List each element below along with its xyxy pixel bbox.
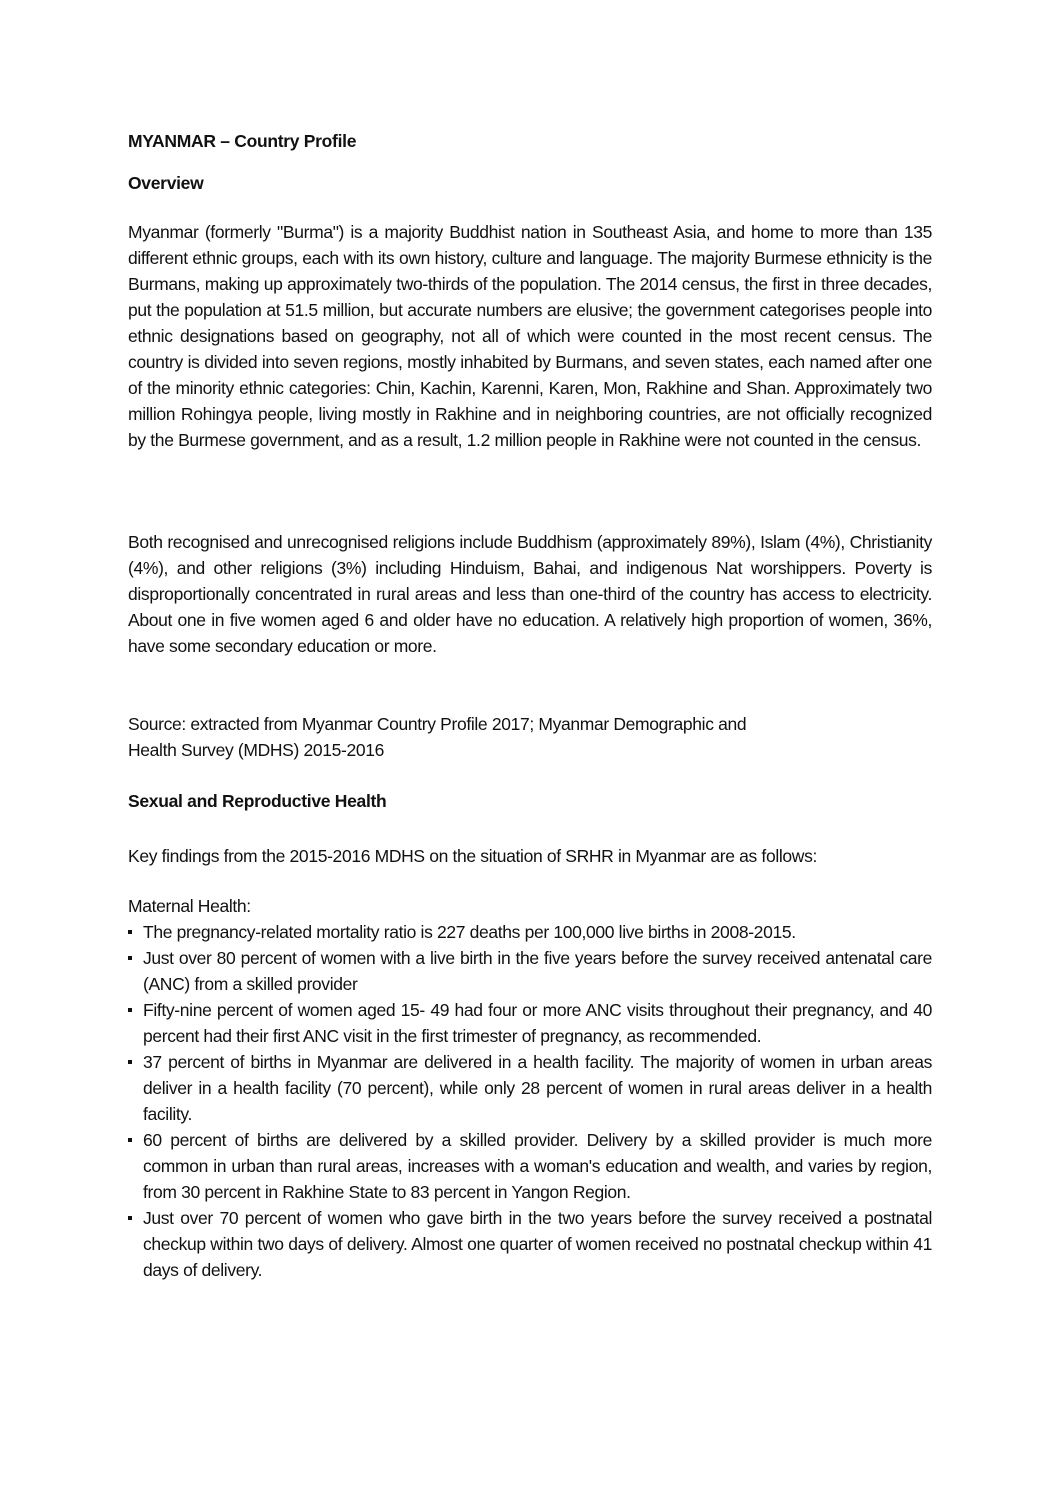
srh-intro: Key findings from the 2015-2016 MDHS on the situation of SRHR in Myanmar are as follows: — [128, 846, 817, 866]
bullet-icon — [128, 930, 132, 934]
overview-paragraph-2: Both recognised and unrecognised religions include Buddhism (approximately 89%), Islam (4%), Christianity (4%), and other religions (3%) including Hinduism, Bahai, and indigenous Nat worshippers. Poverty is disproportionally concentrated in rural areas and less than one-third of the country has access to electricity. About one in five women aged 6 and older have no education. A relatively high proportion of women, 36%, have some secondary education or more. — [128, 532, 932, 656]
overview-heading: Overview — [128, 173, 204, 193]
source-line-1: Source: extracted from Myanmar Country Profile 2017; Myanmar Demographic and — [128, 714, 747, 734]
bullet-icon — [128, 1216, 132, 1220]
list-item-text: 60 percent of births are delivered by a skilled provider. Delivery by a skilled provider is much more common in urban than rural areas, increases with a woman's education and wealth, and varies by region, from 30 percent in Rakhine State to 83 percent in Yangon Region. — [143, 1130, 932, 1202]
bullet-icon — [128, 1008, 132, 1012]
list-item-text: Just over 70 percent of women who gave birth in the two years before the survey received a postnatal checkup within two days of delivery. Almost one quarter of women received no postnatal checkup within 41 days of delivery. — [143, 1208, 932, 1280]
bullet-icon — [128, 1060, 132, 1064]
source-line-2: Health Survey (MDHS) 2015-2016 — [128, 740, 385, 760]
list-item — [128, 997, 932, 1049]
maternal-health-label: Maternal Health: — [128, 896, 251, 916]
list-item-text: Fifty-nine percent of women aged 15- 49 had four or more ANC visits throughout their pregnancy, and 40 percent had their first ANC visit in the first trimester of pregnancy, as recommended. — [143, 1000, 932, 1046]
list-item — [128, 1127, 932, 1205]
source-citation — [128, 711, 932, 763]
list-item — [128, 1205, 932, 1283]
list-item — [128, 919, 932, 945]
document-title: MYANMAR – Country Profile — [128, 131, 357, 151]
list-item-text: 37 percent of births in Myanmar are delivered in a health facility. The majority of women in urban areas deliver in a health facility (70 percent), while only 28 percent of women in rural areas deliver in a health facility. — [143, 1052, 932, 1124]
bullet-icon — [128, 1138, 132, 1142]
list-item-text: Just over 80 percent of women with a live birth in the five years before the survey received antenatal care (ANC) from a skilled provider — [143, 948, 932, 994]
overview-paragraph-1: Myanmar (formerly "Burma") is a majority Buddhist nation in Southeast Asia, and home to more than 135 different ethnic groups, each with its own history, culture and language. The majority Burmese ethnicity is the Burmans, making up approximately two-thirds of the population. The 2014 census, the first in three decades, put the population at 51.5 million, but accurate numbers are elusive; the government categorises people into ethnic designations based on geography, not all of which were counted in the most recent census. The country is divided into seven regions, mostly inhabited by Burmans, and seven states, each named after one of the minority ethnic categories: Chin, Kachin, Karenni, Karen, Mon, Rakhine and Shan. Approximately two million Rohingya people, living mostly in Rakhine and in neighboring countries, are not officially recognized by the Burmese government, and as a result, 1.2 million people in Rakhine were not counted in the census. — [128, 222, 932, 450]
list-item — [128, 945, 932, 997]
bullet-icon — [128, 956, 132, 960]
srh-heading: Sexual and Reproductive Health — [128, 791, 387, 811]
list-item-text: The pregnancy-related mortality ratio is 227 deaths per 100,000 live births in 2008-2015. — [143, 922, 796, 942]
list-item — [128, 1049, 932, 1127]
maternal-health-list — [128, 919, 932, 1283]
